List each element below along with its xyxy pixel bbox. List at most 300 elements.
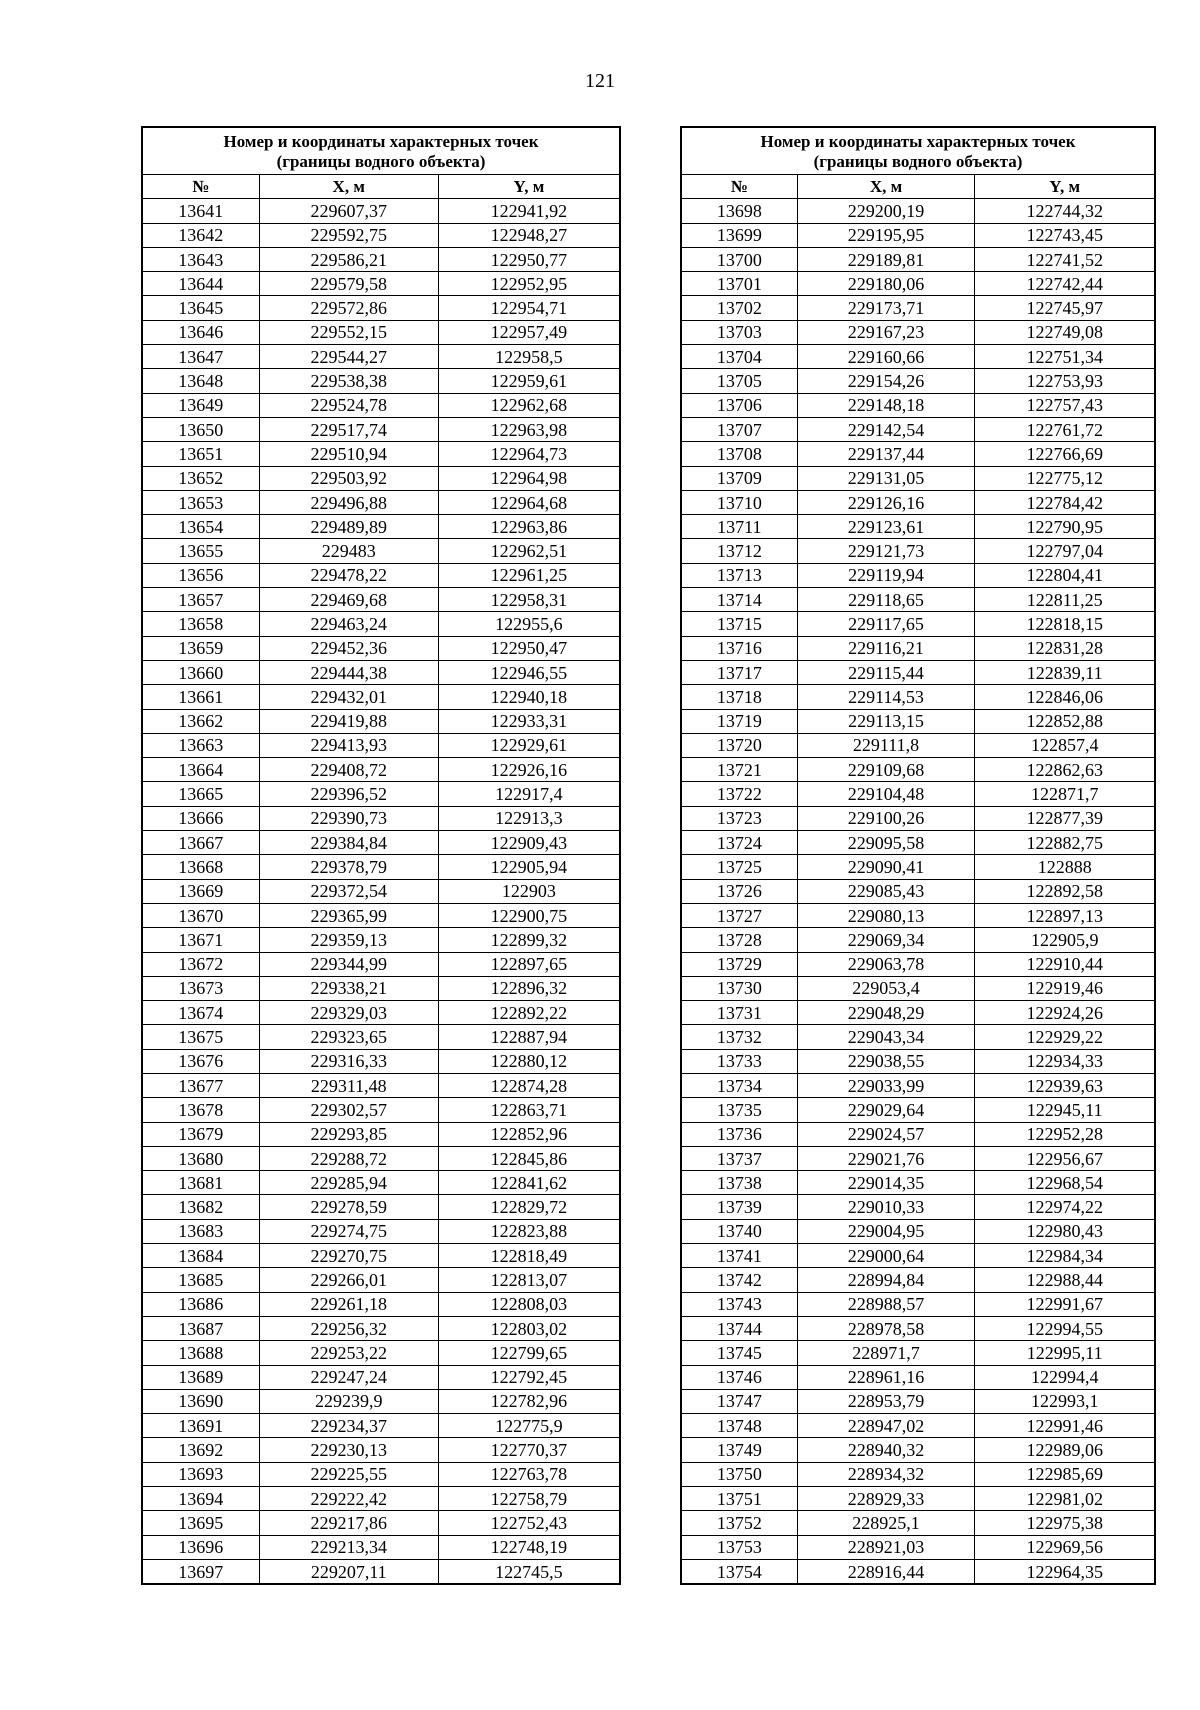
cell-y-coordinate: 122892,22 — [438, 1001, 620, 1025]
cell-point-number: 13703 — [681, 320, 797, 344]
cell-x-coordinate: 229117,65 — [797, 612, 975, 636]
cell-y-coordinate: 122887,94 — [438, 1025, 620, 1049]
cell-y-coordinate: 122763,78 — [438, 1462, 620, 1486]
cell-x-coordinate: 229234,37 — [259, 1414, 438, 1438]
cell-x-coordinate: 229378,79 — [259, 855, 438, 879]
table-row — [142, 1462, 620, 1486]
cell-x-coordinate: 229109,68 — [797, 758, 975, 782]
cell-x-coordinate: 229230,13 — [259, 1438, 438, 1462]
cell-y-coordinate: 122852,88 — [975, 709, 1155, 733]
cell-x-coordinate: 229256,32 — [259, 1316, 438, 1340]
cell-x-coordinate: 229063,78 — [797, 952, 975, 976]
table-row — [681, 1389, 1155, 1413]
cell-x-coordinate: 229148,18 — [797, 393, 975, 417]
cell-point-number: 13741 — [681, 1244, 797, 1268]
cell-x-coordinate: 229116,21 — [797, 636, 975, 660]
cell-point-number: 13747 — [681, 1389, 797, 1413]
cell-x-coordinate: 229338,21 — [259, 976, 438, 1000]
cell-y-coordinate: 122969,56 — [975, 1535, 1155, 1559]
cell-x-coordinate: 229288,72 — [259, 1146, 438, 1170]
cell-y-coordinate: 122991,67 — [975, 1292, 1155, 1316]
table-row — [142, 1365, 620, 1389]
cell-y-coordinate: 122975,38 — [975, 1511, 1155, 1535]
table-row — [142, 199, 620, 223]
table-row — [142, 490, 620, 514]
cell-point-number: 13669 — [142, 879, 259, 903]
table-row — [681, 660, 1155, 684]
cell-point-number: 13673 — [142, 976, 259, 1000]
cell-y-coordinate: 122818,15 — [975, 612, 1155, 636]
cell-y-coordinate: 122757,43 — [975, 393, 1155, 417]
cell-point-number: 13665 — [142, 782, 259, 806]
cell-point-number: 13678 — [142, 1098, 259, 1122]
cell-point-number: 13660 — [142, 660, 259, 684]
cell-x-coordinate: 229000,64 — [797, 1244, 975, 1268]
cell-y-coordinate: 122959,61 — [438, 369, 620, 393]
cell-y-coordinate: 122745,5 — [438, 1559, 620, 1584]
cell-y-coordinate: 122961,25 — [438, 563, 620, 587]
cell-point-number: 13694 — [142, 1487, 259, 1511]
cell-x-coordinate: 229396,52 — [259, 782, 438, 806]
cell-point-number: 13711 — [681, 515, 797, 539]
cell-point-number: 13715 — [681, 612, 797, 636]
cell-y-coordinate: 122958,31 — [438, 588, 620, 612]
cell-x-coordinate: 228947,02 — [797, 1414, 975, 1438]
cell-x-coordinate: 229121,73 — [797, 539, 975, 563]
cell-y-coordinate: 122903 — [438, 879, 620, 903]
cell-x-coordinate: 229544,27 — [259, 345, 438, 369]
cell-x-coordinate: 228994,84 — [797, 1268, 975, 1292]
cell-point-number: 13705 — [681, 369, 797, 393]
column-header-y: Y, м — [438, 175, 620, 199]
cell-point-number: 13649 — [142, 393, 259, 417]
cell-x-coordinate: 228953,79 — [797, 1389, 975, 1413]
table-row — [681, 539, 1155, 563]
cell-point-number: 13753 — [681, 1535, 797, 1559]
table-row — [142, 1559, 620, 1584]
cell-y-coordinate: 122905,94 — [438, 855, 620, 879]
cell-y-coordinate: 122792,45 — [438, 1365, 620, 1389]
cell-point-number: 13659 — [142, 636, 259, 660]
table-row — [142, 320, 620, 344]
table-body — [681, 199, 1155, 1584]
table-row — [681, 1073, 1155, 1097]
cell-y-coordinate: 122775,12 — [975, 466, 1155, 490]
cell-point-number: 13739 — [681, 1195, 797, 1219]
table-row — [681, 685, 1155, 709]
cell-x-coordinate: 229552,15 — [259, 320, 438, 344]
cell-point-number: 13718 — [681, 685, 797, 709]
cell-x-coordinate: 229365,99 — [259, 903, 438, 927]
cell-x-coordinate: 229004,95 — [797, 1219, 975, 1243]
cell-point-number: 13722 — [681, 782, 797, 806]
table-row — [681, 1316, 1155, 1340]
table-row — [142, 393, 620, 417]
table-row — [142, 1389, 620, 1413]
table-row — [142, 466, 620, 490]
cell-point-number: 13712 — [681, 539, 797, 563]
cell-x-coordinate: 229316,33 — [259, 1049, 438, 1073]
cell-y-coordinate: 122981,02 — [975, 1487, 1155, 1511]
cell-y-coordinate: 122952,95 — [438, 272, 620, 296]
table-row — [142, 417, 620, 441]
cell-point-number: 13672 — [142, 952, 259, 976]
cell-point-number: 13653 — [142, 490, 259, 514]
cell-y-coordinate: 122994,4 — [975, 1365, 1155, 1389]
cell-x-coordinate: 229123,61 — [797, 515, 975, 539]
cell-point-number: 13641 — [142, 199, 259, 223]
cell-x-coordinate: 228988,57 — [797, 1292, 975, 1316]
table-row — [142, 1268, 620, 1292]
table-row — [681, 490, 1155, 514]
cell-x-coordinate: 229510,94 — [259, 442, 438, 466]
table-row — [142, 1511, 620, 1535]
cell-y-coordinate: 122877,39 — [975, 806, 1155, 830]
cell-x-coordinate: 228971,7 — [797, 1341, 975, 1365]
cell-point-number: 13736 — [681, 1122, 797, 1146]
table-row — [681, 223, 1155, 247]
cell-x-coordinate: 229483 — [259, 539, 438, 563]
cell-point-number: 13664 — [142, 758, 259, 782]
table-row — [142, 1025, 620, 1049]
cell-x-coordinate: 229496,88 — [259, 490, 438, 514]
cell-x-coordinate: 229278,59 — [259, 1195, 438, 1219]
cell-point-number: 13690 — [142, 1389, 259, 1413]
cell-y-coordinate: 122955,6 — [438, 612, 620, 636]
cell-point-number: 13726 — [681, 879, 797, 903]
cell-point-number: 13729 — [681, 952, 797, 976]
table-row — [142, 1414, 620, 1438]
table-row — [681, 442, 1155, 466]
cell-y-coordinate: 122751,34 — [975, 345, 1155, 369]
table-row — [142, 733, 620, 757]
cell-x-coordinate: 229463,24 — [259, 612, 438, 636]
cell-y-coordinate: 122797,04 — [975, 539, 1155, 563]
table-row — [142, 1146, 620, 1170]
table-row — [681, 1511, 1155, 1535]
cell-point-number: 13668 — [142, 855, 259, 879]
column-header-number: № — [142, 175, 259, 199]
cell-y-coordinate: 122994,55 — [975, 1316, 1155, 1340]
cell-point-number: 13699 — [681, 223, 797, 247]
cell-y-coordinate: 122742,44 — [975, 272, 1155, 296]
cell-y-coordinate: 122804,41 — [975, 563, 1155, 587]
table-row — [681, 903, 1155, 927]
cell-point-number: 13716 — [681, 636, 797, 660]
cell-y-coordinate: 122863,71 — [438, 1098, 620, 1122]
table-row — [142, 1073, 620, 1097]
table-row — [681, 1219, 1155, 1243]
table-row — [142, 1292, 620, 1316]
cell-y-coordinate: 122841,62 — [438, 1171, 620, 1195]
cell-x-coordinate: 228934,32 — [797, 1462, 975, 1486]
table-row — [681, 1414, 1155, 1438]
table-row — [681, 515, 1155, 539]
table-row — [681, 782, 1155, 806]
cell-point-number: 13752 — [681, 1511, 797, 1535]
cell-y-coordinate: 122743,45 — [975, 223, 1155, 247]
cell-y-coordinate: 122784,42 — [975, 490, 1155, 514]
table-row — [681, 393, 1155, 417]
cell-point-number: 13751 — [681, 1487, 797, 1511]
cell-y-coordinate: 122984,34 — [975, 1244, 1155, 1268]
table-row — [681, 1341, 1155, 1365]
cell-point-number: 13675 — [142, 1025, 259, 1049]
cell-x-coordinate: 228978,58 — [797, 1316, 975, 1340]
cell-x-coordinate: 229043,34 — [797, 1025, 975, 1049]
table-row — [142, 296, 620, 320]
cell-point-number: 13671 — [142, 928, 259, 952]
table-row — [142, 1195, 620, 1219]
cell-y-coordinate: 122892,58 — [975, 879, 1155, 903]
cell-y-coordinate: 122871,7 — [975, 782, 1155, 806]
cell-y-coordinate: 122968,54 — [975, 1171, 1155, 1195]
cell-y-coordinate: 122929,22 — [975, 1025, 1155, 1049]
cell-x-coordinate: 229311,48 — [259, 1073, 438, 1097]
cell-y-coordinate: 122839,11 — [975, 660, 1155, 684]
table-row — [681, 345, 1155, 369]
cell-y-coordinate: 122846,06 — [975, 685, 1155, 709]
table-row — [681, 1462, 1155, 1486]
coordinates-table-left — [141, 126, 621, 1585]
table-row — [681, 1438, 1155, 1462]
table-row — [681, 320, 1155, 344]
table-row — [142, 1098, 620, 1122]
cell-y-coordinate: 122910,44 — [975, 952, 1155, 976]
table-row — [142, 563, 620, 587]
table-row — [681, 369, 1155, 393]
table-row — [681, 247, 1155, 271]
cell-y-coordinate: 122993,1 — [975, 1389, 1155, 1413]
column-header-x: X, м — [259, 175, 438, 199]
cell-x-coordinate: 229579,58 — [259, 272, 438, 296]
cell-y-coordinate: 122874,28 — [438, 1073, 620, 1097]
cell-point-number: 13744 — [681, 1316, 797, 1340]
cell-point-number: 13700 — [681, 247, 797, 271]
cell-x-coordinate: 229261,18 — [259, 1292, 438, 1316]
page-number: 121 — [585, 70, 615, 92]
cell-point-number: 13702 — [681, 296, 797, 320]
cell-point-number: 13701 — [681, 272, 797, 296]
cell-y-coordinate: 122770,37 — [438, 1438, 620, 1462]
table-row — [681, 417, 1155, 441]
cell-x-coordinate: 229266,01 — [259, 1268, 438, 1292]
table-row — [681, 879, 1155, 903]
table-row — [142, 685, 620, 709]
cell-y-coordinate: 122985,69 — [975, 1462, 1155, 1486]
cell-y-coordinate: 122882,75 — [975, 831, 1155, 855]
table-row — [681, 199, 1155, 223]
table-title-line2: (границы водного объекта) — [813, 152, 1023, 171]
cell-x-coordinate: 228929,33 — [797, 1487, 975, 1511]
cell-y-coordinate: 122958,5 — [438, 345, 620, 369]
table-row — [142, 247, 620, 271]
cell-point-number: 13681 — [142, 1171, 259, 1195]
table-row — [681, 1122, 1155, 1146]
table-row — [681, 272, 1155, 296]
table-row — [681, 758, 1155, 782]
table-row — [681, 466, 1155, 490]
table-row — [142, 345, 620, 369]
cell-x-coordinate: 229213,34 — [259, 1535, 438, 1559]
cell-x-coordinate: 229419,88 — [259, 709, 438, 733]
cell-y-coordinate: 122897,65 — [438, 952, 620, 976]
cell-point-number: 13646 — [142, 320, 259, 344]
cell-point-number: 13666 — [142, 806, 259, 830]
cell-point-number: 13689 — [142, 1365, 259, 1389]
cell-x-coordinate: 229452,36 — [259, 636, 438, 660]
cell-point-number: 13728 — [681, 928, 797, 952]
coordinates-table-right — [680, 126, 1156, 1585]
table-row — [681, 1025, 1155, 1049]
table-row — [142, 223, 620, 247]
table-title-line1: Номер и координаты характерных точек — [223, 132, 539, 151]
cell-x-coordinate: 229323,65 — [259, 1025, 438, 1049]
table-row — [142, 1316, 620, 1340]
cell-point-number: 13663 — [142, 733, 259, 757]
cell-x-coordinate: 229053,4 — [797, 976, 975, 1000]
table-row — [142, 1487, 620, 1511]
cell-x-coordinate: 229217,86 — [259, 1511, 438, 1535]
cell-y-coordinate: 122991,46 — [975, 1414, 1155, 1438]
table-title-line2: (границы водного объекта) — [276, 152, 486, 171]
cell-x-coordinate: 229010,33 — [797, 1195, 975, 1219]
table-row — [681, 1001, 1155, 1025]
cell-point-number: 13737 — [681, 1146, 797, 1170]
cell-y-coordinate: 122962,51 — [438, 539, 620, 563]
table-row — [142, 879, 620, 903]
cell-y-coordinate: 122963,98 — [438, 417, 620, 441]
table-row — [142, 515, 620, 539]
cell-y-coordinate: 122752,43 — [438, 1511, 620, 1535]
cell-point-number: 13655 — [142, 539, 259, 563]
table-row — [681, 1535, 1155, 1559]
cell-point-number: 13743 — [681, 1292, 797, 1316]
cell-y-coordinate: 122940,18 — [438, 685, 620, 709]
cell-y-coordinate: 122980,43 — [975, 1219, 1155, 1243]
cell-point-number: 13731 — [681, 1001, 797, 1025]
cell-point-number: 13721 — [681, 758, 797, 782]
table-row — [142, 782, 620, 806]
cell-x-coordinate: 229390,73 — [259, 806, 438, 830]
cell-x-coordinate: 229524,78 — [259, 393, 438, 417]
cell-point-number: 13696 — [142, 1535, 259, 1559]
cell-point-number: 13695 — [142, 1511, 259, 1535]
cell-x-coordinate: 229302,57 — [259, 1098, 438, 1122]
table-row — [681, 1146, 1155, 1170]
table-row — [142, 952, 620, 976]
cell-y-coordinate: 122803,02 — [438, 1316, 620, 1340]
cell-y-coordinate: 122744,32 — [975, 199, 1155, 223]
cell-point-number: 13750 — [681, 1462, 797, 1486]
table-row — [681, 1244, 1155, 1268]
cell-y-coordinate: 122862,63 — [975, 758, 1155, 782]
cell-x-coordinate: 229029,64 — [797, 1098, 975, 1122]
cell-point-number: 13746 — [681, 1365, 797, 1389]
table-row — [142, 1341, 620, 1365]
cell-y-coordinate: 122852,96 — [438, 1122, 620, 1146]
table-row — [681, 296, 1155, 320]
cell-y-coordinate: 122758,79 — [438, 1487, 620, 1511]
cell-point-number: 13732 — [681, 1025, 797, 1049]
cell-y-coordinate: 122941,92 — [438, 199, 620, 223]
cell-point-number: 13735 — [681, 1098, 797, 1122]
cell-point-number: 13654 — [142, 515, 259, 539]
cell-point-number: 13684 — [142, 1244, 259, 1268]
cell-point-number: 13674 — [142, 1001, 259, 1025]
cell-x-coordinate: 229372,54 — [259, 879, 438, 903]
table-row — [142, 442, 620, 466]
cell-y-coordinate: 122964,68 — [438, 490, 620, 514]
cell-x-coordinate: 229167,23 — [797, 320, 975, 344]
cell-point-number: 13693 — [142, 1462, 259, 1486]
cell-x-coordinate: 229090,41 — [797, 855, 975, 879]
cell-x-coordinate: 229119,94 — [797, 563, 975, 587]
cell-point-number: 13713 — [681, 563, 797, 587]
table-row — [142, 369, 620, 393]
cell-x-coordinate: 229270,75 — [259, 1244, 438, 1268]
cell-point-number: 13648 — [142, 369, 259, 393]
table-row — [142, 1049, 620, 1073]
cell-y-coordinate: 122954,71 — [438, 296, 620, 320]
cell-point-number: 13685 — [142, 1268, 259, 1292]
table-row — [681, 1292, 1155, 1316]
cell-point-number: 13677 — [142, 1073, 259, 1097]
cell-point-number: 13651 — [142, 442, 259, 466]
cell-point-number: 13692 — [142, 1438, 259, 1462]
cell-point-number: 13661 — [142, 685, 259, 709]
table-row — [142, 806, 620, 830]
cell-point-number: 13680 — [142, 1146, 259, 1170]
cell-x-coordinate: 229038,55 — [797, 1049, 975, 1073]
cell-y-coordinate: 122995,11 — [975, 1341, 1155, 1365]
table-row — [681, 588, 1155, 612]
table-row — [681, 1559, 1155, 1584]
table-row — [142, 272, 620, 296]
cell-point-number: 13749 — [681, 1438, 797, 1462]
cell-x-coordinate: 229160,66 — [797, 345, 975, 369]
column-header-x: X, м — [797, 175, 975, 199]
cell-y-coordinate: 122900,75 — [438, 903, 620, 927]
cell-x-coordinate: 229538,38 — [259, 369, 438, 393]
table-row — [142, 928, 620, 952]
cell-y-coordinate: 122799,65 — [438, 1341, 620, 1365]
cell-point-number: 13709 — [681, 466, 797, 490]
cell-x-coordinate: 229104,48 — [797, 782, 975, 806]
cell-y-coordinate: 122905,9 — [975, 928, 1155, 952]
table-row — [142, 758, 620, 782]
cell-point-number: 13679 — [142, 1122, 259, 1146]
table-row — [142, 1171, 620, 1195]
cell-x-coordinate: 229478,22 — [259, 563, 438, 587]
cell-point-number: 13733 — [681, 1049, 797, 1073]
cell-x-coordinate: 229222,42 — [259, 1487, 438, 1511]
cell-x-coordinate: 229100,26 — [797, 806, 975, 830]
cell-point-number: 13662 — [142, 709, 259, 733]
cell-x-coordinate: 229489,89 — [259, 515, 438, 539]
cell-point-number: 13742 — [681, 1268, 797, 1292]
cell-x-coordinate: 229253,22 — [259, 1341, 438, 1365]
table-row — [681, 1049, 1155, 1073]
cell-x-coordinate: 229126,16 — [797, 490, 975, 514]
cell-x-coordinate: 229033,99 — [797, 1073, 975, 1097]
cell-y-coordinate: 122952,28 — [975, 1122, 1155, 1146]
table-row — [681, 1098, 1155, 1122]
cell-y-coordinate: 122934,33 — [975, 1049, 1155, 1073]
cell-y-coordinate: 122964,35 — [975, 1559, 1155, 1584]
cell-point-number: 13708 — [681, 442, 797, 466]
cell-y-coordinate: 122962,68 — [438, 393, 620, 417]
